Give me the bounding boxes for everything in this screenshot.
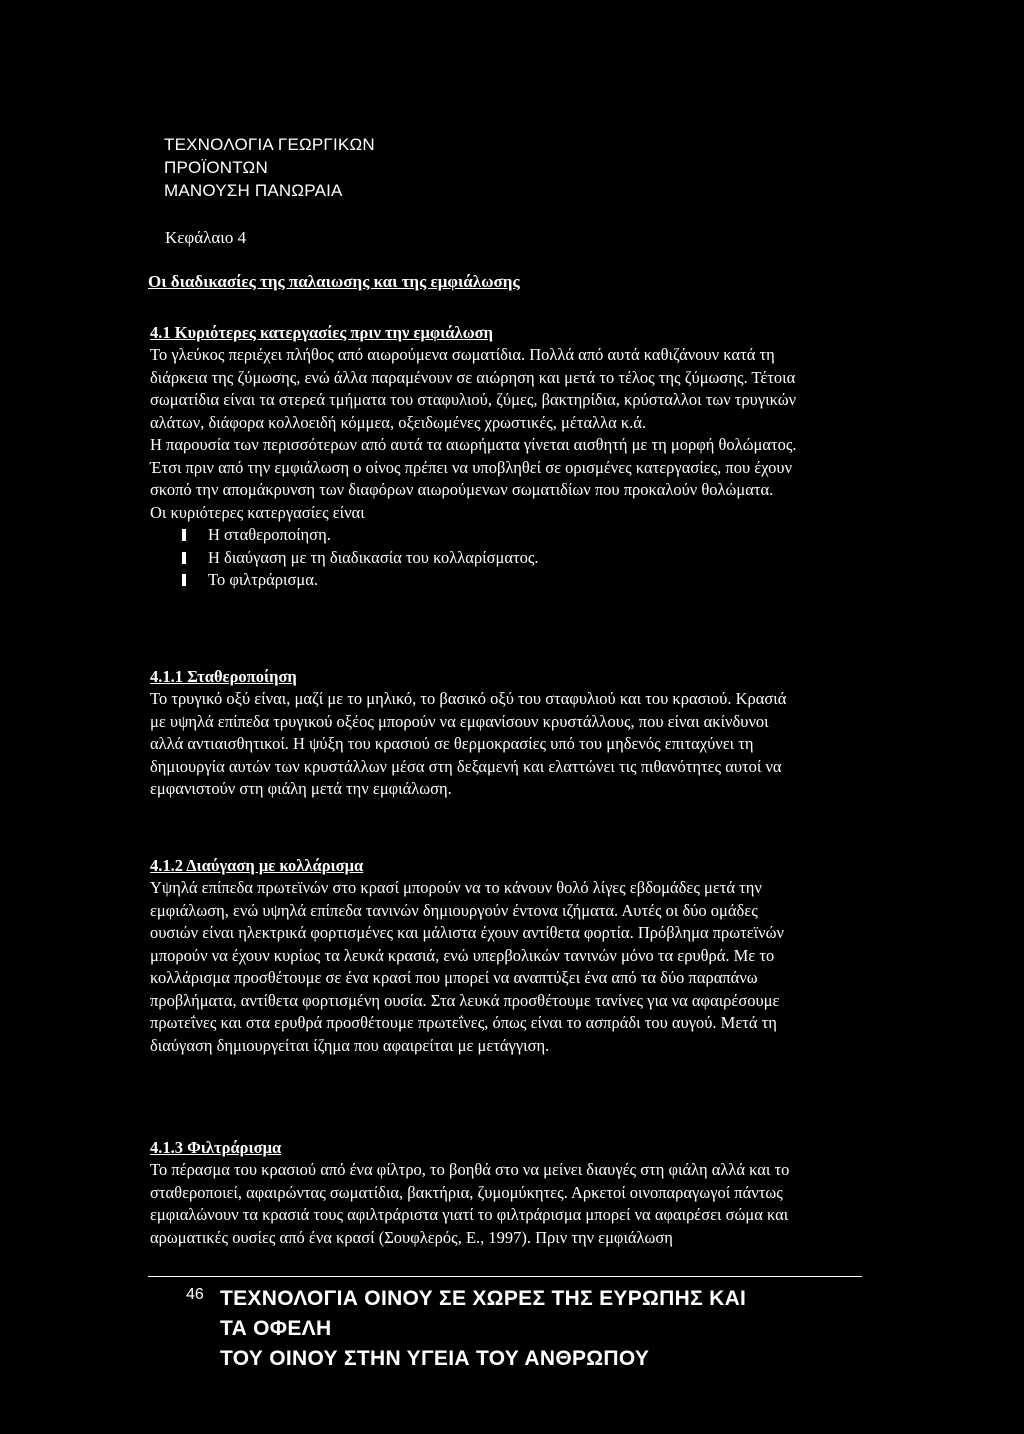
list-item: Η σταθεροποίηση. <box>150 524 800 547</box>
paragraph: Το γλεύκος περιέχει πλήθος από αιωρούμενα σωματίδια. Πολλά από αυτά καθιζάνουν κατά τη διάρκεια της ζύμωσης, ενώ άλλα παραμένουν σε αιώρηση και μετά το τέλος της ζύμωσης. Τέτοια σωματίδια είναι τα στερεά τμήματα του σταφυλιού, ζύμες, βακτηρίδια, κρύσταλλοι των τρυγικών αλάτων, διάφορα κολλοειδή κόμμεα, οξειδωμένες χρωστικές, μέταλλα κ.ά. <box>150 345 797 432</box>
section-4-1-1 <box>150 666 800 801</box>
section-heading: 4.1 Κυριότερες κατεργασίες πριν την εμφιάλωση <box>150 323 493 342</box>
footer-title <box>220 1284 746 1374</box>
header-line: ΠΡΟΪΟΝΤΩΝ <box>164 158 268 177</box>
section-heading: 4.1.3 Φιλτράρισμα <box>150 1138 282 1157</box>
section-4-1-3 <box>150 1137 800 1249</box>
section-heading: 4.1.2 Διαύγαση με κολλάρισμα <box>150 856 364 875</box>
paragraph: Το πέρασμα του κρασιού από ένα φίλτρο, το βοηθά στο να μείνει διαυγές στη φιάλη αλλά και το σταθεροποιεί, αφαιρώντας σωματίδια, βακτήρια, ζυμομύκητες. Αρκετοί οινοπαραγωγοί πάντως εμφιαλώνουν τα κρασιά τους αφιλτράριστα γιατί το φιλτράρισμα μπορεί να αφαιρέσει σώμα και αρωματικές ουσίες από ένα κρασί (Σουφλερός, Ε., 1997). Πριν την εμφιάλωση <box>150 1160 790 1247</box>
footer-divider <box>148 1276 862 1277</box>
page-number: 46 <box>186 1286 204 1303</box>
paragraph: Οι κυριότερες κατεργασίες είναι <box>150 502 365 522</box>
section-4-1-2 <box>150 855 800 1057</box>
footer-title-line: ΤΟΥ ΟΙΝΟΥ ΣΤΗΝ ΥΓΕΙΑ ΤΟΥ ΑΝΘΡΩΠΟΥ <box>220 1347 650 1370</box>
chapter-title: Οι διαδικασίες της παλαιωσης και της εμφιάλωσης <box>148 272 520 291</box>
list-item: Η διαύγαση με τη διαδικασία του κολλαρίσματος. <box>150 547 800 570</box>
chapter-label: Κεφάλαιο 4 <box>165 228 247 247</box>
bullet-list <box>150 524 800 592</box>
header-line: ΤΕΧΝΟΛΟΓΙΑ ΓΕΩΡΓΙΚΩΝ <box>164 135 375 154</box>
paragraph: Η παρουσία των περισσότερων από αυτά τα αιωρήματα γίνεται αισθητή με τη μορφή θολώματος. Έτσι πριν από την εμφιάλωση ο οίνος πρέπει να υποβληθεί σε ορισμένες κατεργασίες, που έχουν σκοπό την απομάκρυνση των διαφόρων αιωρούμενων σωματιδίων που προκαλούν θολώματα. <box>150 435 797 499</box>
list-item: Το φιλτράρισμα. <box>150 569 800 592</box>
paragraph: Το τρυγικό οξύ είναι, μαζί με το μηλικό, το βασικό οξύ του σταφυλιού και του κρασιού. Κρασιά με υψηλά επίπεδα τρυγικού οξέος μπορούν να εμφανίσουν κρυστάλλους, που είναι ακίνδυνοι αλλά αντιαισθητικοί. Η ψύξη του κρασιού σε θερμοκρασίες υπό του μηδενός επιταχύνει τη δημιουργία αυτών των κρυστάλλων μέσα στη δεξαμενή και ελαττώνει τις πιθανότητες αυτοί να εμφανιστούν στη φιάλη μετά την εμφιάλωση. <box>150 689 787 798</box>
paragraph: Υψηλά επίπεδα πρωτεϊνών στο κρασί μπορούν να το κάνουν θολό λίγες εβδομάδες μετά την εμφιάλωση, ενώ υψηλά επίπεδα τανινών δημιουργούν έντονα ιζήματα. Αυτές οι δύο ομάδες ουσιών είναι ηλεκτρικά φορτισμένες και μάλιστα έχουν αντίθετα φορτία. Πρόβλημα πρωτεϊνών μπορούν να έχουν κυρίως τα λευκά κρασιά, ενώ υπερβολικών τανινών μόνο τα ερυθρά. Με το κολλάρισμα προσθέτουμε σε ένα κρασί που μπορεί να αναπτύξει ένα από τα δύο παραπάνω προβλήματα, αντίθετα φορτισμένη ουσία. Στα λευκά προσθέτουμε τανίνες για να αφαιρέσουμε πρωτεΐνες και στα ερυθρά προσθέτουμε πρωτεΐνες, όπως είναι το ασπράδι του αυγού. Μετά τη διαύγαση δημιουργείται ίζημα που αφαιρείται με μετάγγιση. <box>150 878 784 1055</box>
document-header <box>164 133 375 202</box>
header-line: ΜΑΝΟΥΣΗ ΠΑΝΩΡΑΙΑ <box>164 181 343 200</box>
footer-title-line: ΤΑ ΟΦΕΛΗ <box>220 1317 332 1340</box>
section-heading: 4.1.1 Σταθεροποίηση <box>150 667 297 686</box>
footer-title-line: ΤΕΧΝΟΛΟΓΙΑ ΟΙΝΟΥ ΣΕ ΧΩΡΕΣ ΤΗΣ ΕΥΡΩΠΗΣ ΚΑΙ <box>220 1287 747 1310</box>
section-4-1 <box>150 322 800 592</box>
